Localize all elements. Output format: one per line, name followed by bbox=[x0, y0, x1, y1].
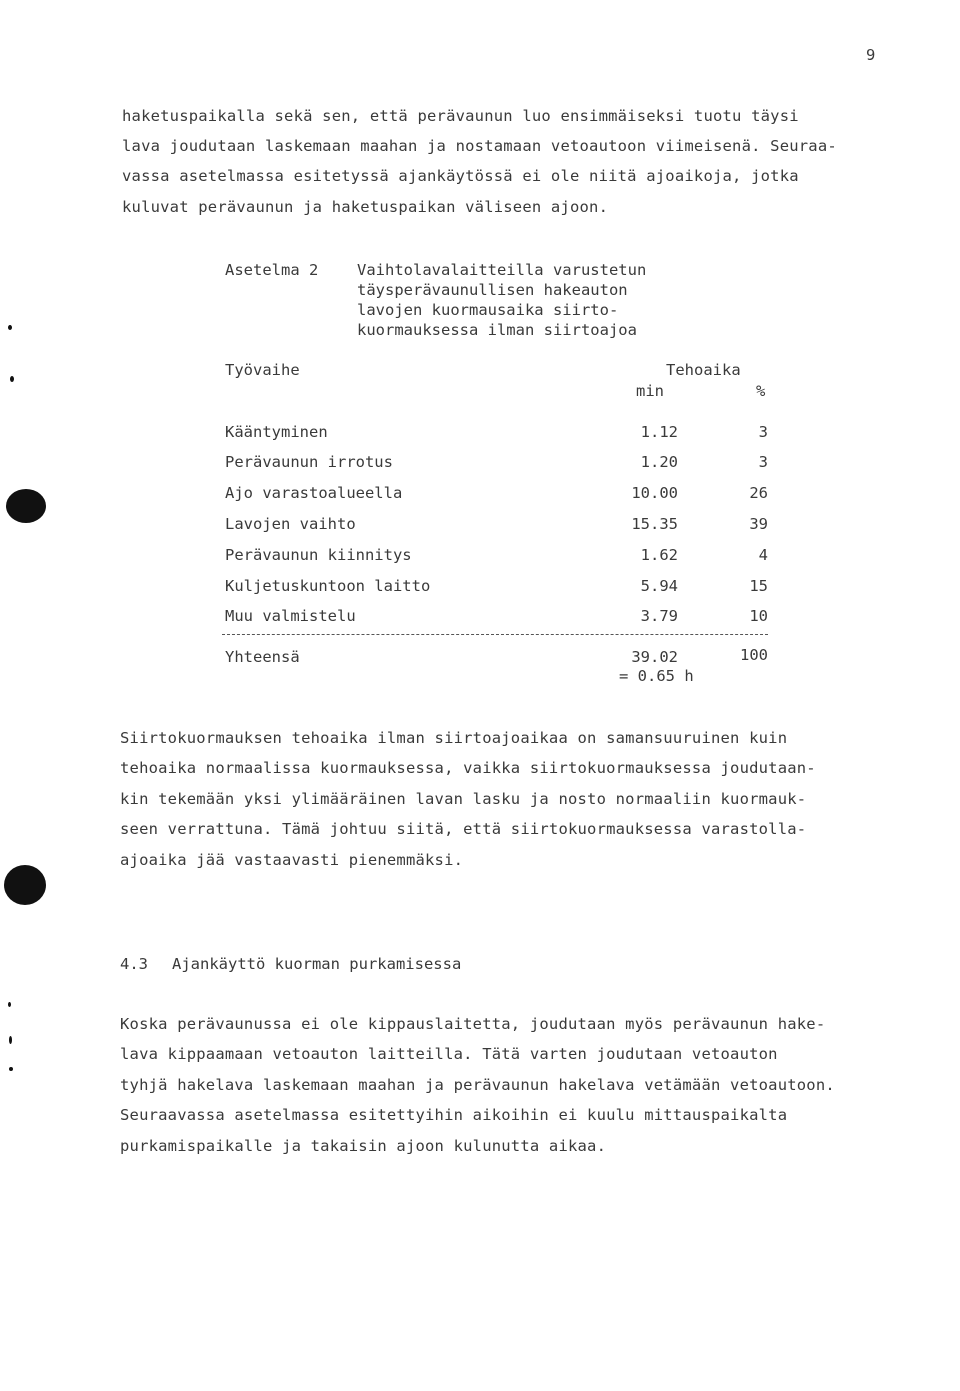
scan-speck bbox=[8, 1002, 11, 1007]
row-phase: Ajo varastoalueella bbox=[225, 484, 403, 502]
caption-line: kuormauksessa ilman siirtoajoa bbox=[357, 321, 637, 339]
row-pct: 26 bbox=[749, 484, 768, 502]
text-line: seen verrattuna. Tämä johtuu siitä, että siirtokuormauksessa varastolla- bbox=[120, 820, 807, 838]
total-pct: 100 bbox=[740, 646, 768, 664]
row-min: 10.00 bbox=[631, 484, 678, 502]
caption-line: lavojen kuormausaika siirto- bbox=[357, 301, 619, 319]
text-line: kuluvat perävaunun ja haketuspaikan väliseen ajoon. bbox=[122, 198, 609, 216]
row-phase: Perävaunun kiinnitys bbox=[225, 546, 412, 564]
table-divider bbox=[222, 634, 768, 635]
total-min: 39.02 bbox=[631, 648, 678, 666]
text-line: tehoaika normaalissa kuormauksessa, vaikka siirtokuormauksessa joudutaan- bbox=[120, 759, 816, 777]
punch-hole-mark bbox=[4, 865, 46, 905]
scan-speck bbox=[10, 376, 14, 382]
text-line: Seuraavassa asetelmassa esitettyihin aikoihin ei kuulu mittauspaikalta bbox=[120, 1106, 788, 1124]
row-phase: Kääntyminen bbox=[225, 423, 328, 441]
text-line: kin tekemään yksi ylimääräinen lavan lasku ja nosto normaaliin kuormauk- bbox=[120, 790, 807, 808]
punch-hole-mark bbox=[6, 489, 46, 523]
text-line: tyhjä hakelava laskemaan maahan ja perävaunun hakelava vetämään vetoautoon. bbox=[120, 1076, 835, 1094]
text-line: lava kippaamaan vetoauton laitteilla. Tätä varten joudutaan vetoauton bbox=[120, 1045, 778, 1063]
scan-speck bbox=[9, 1067, 13, 1071]
row-phase: Muu valmistelu bbox=[225, 607, 356, 625]
row-min: 1.20 bbox=[640, 453, 678, 471]
row-min: 15.35 bbox=[631, 515, 678, 533]
row-pct: 15 bbox=[749, 577, 768, 595]
column-header-min: min bbox=[636, 382, 664, 400]
text-line: Siirtokuormauksen tehoaika ilman siirtoajoaikaa on samansuuruinen kuin bbox=[120, 729, 788, 747]
row-min: 1.62 bbox=[640, 546, 678, 564]
row-pct: 3 bbox=[758, 453, 768, 471]
column-header-pct: % bbox=[756, 382, 766, 400]
total-label: Yhteensä bbox=[225, 648, 300, 666]
row-phase: Lavojen vaihto bbox=[225, 515, 356, 533]
row-pct: 10 bbox=[749, 607, 768, 625]
row-min: 3.79 bbox=[640, 607, 678, 625]
row-pct: 3 bbox=[758, 423, 768, 441]
caption-line: Vaihtolavalaitteilla varustetun bbox=[357, 261, 647, 279]
text-line: purkamispaikalle ja takaisin ajoon kulunutta aikaa. bbox=[120, 1137, 607, 1155]
text-line: haketuspaikalla sekä sen, että perävaunun luo ensimmäiseksi tuotu täysi bbox=[122, 107, 799, 125]
section-number: 4.3 bbox=[120, 955, 148, 973]
scan-speck bbox=[9, 1036, 12, 1044]
total-hours: = 0.65 h bbox=[619, 667, 694, 685]
row-min: 1.12 bbox=[640, 423, 678, 441]
table-label: Asetelma 2 bbox=[225, 261, 319, 279]
page-number: 9 bbox=[866, 46, 876, 64]
row-min: 5.94 bbox=[640, 577, 678, 595]
scan-speck bbox=[8, 325, 12, 330]
text-line: vassa asetelmassa esitetyssä ajankäytössä ei ole niitä ajoaikoja, jotka bbox=[122, 167, 799, 185]
row-pct: 39 bbox=[749, 515, 768, 533]
row-pct: 4 bbox=[758, 546, 768, 564]
text-line: ajoaika jää vastaavasti pienemmäksi. bbox=[120, 851, 464, 869]
caption-line: täysperävaunullisen hakeauton bbox=[357, 281, 628, 299]
text-line: Koska perävaunussa ei ole kippauslaitetta, joudutaan myös perävaunun hake- bbox=[120, 1015, 826, 1033]
row-phase: Kuljetuskuntoon laitto bbox=[225, 577, 431, 595]
text-line: lava joudutaan laskemaan maahan ja nostamaan vetoautoon viimeisenä. Seuraa- bbox=[122, 137, 837, 155]
column-header-phase: Työvaihe bbox=[225, 361, 300, 379]
column-header-time: Tehoaika bbox=[666, 361, 741, 379]
row-phase: Perävaunun irrotus bbox=[225, 453, 393, 471]
section-title: Ajankäyttö kuorman purkamisessa bbox=[172, 955, 462, 973]
